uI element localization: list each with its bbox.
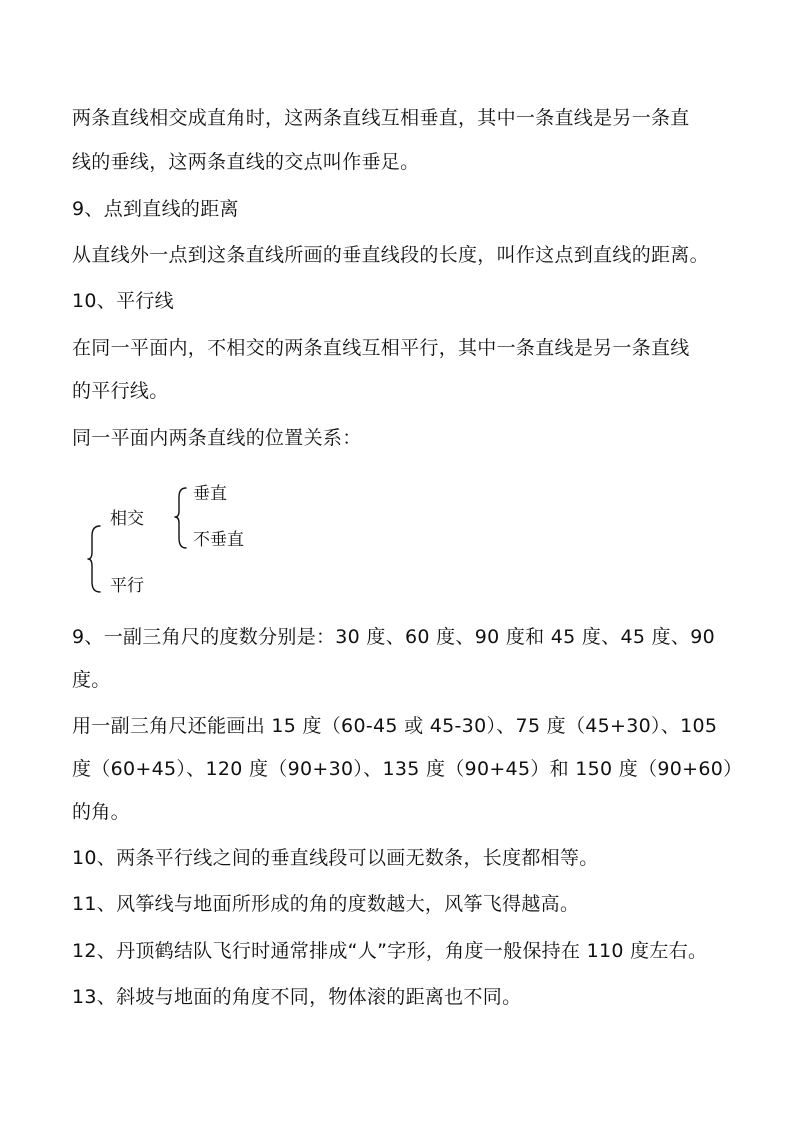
- outer-brace-icon: [88, 524, 108, 594]
- paragraph-line: 同一平面内两条直线的位置关系：: [72, 427, 362, 449]
- paragraph-line: 的平行线。: [72, 380, 169, 402]
- paragraph-line: 13、斜坡与地面的角度不同，物体滚的距离也不同。: [72, 986, 522, 1008]
- inner-brace-icon: [174, 486, 192, 550]
- paragraph-line: 11、风筝线与地面所形成的角的度数越大，风筝飞得越高。: [72, 893, 580, 915]
- paragraph-line: 用一副三角尺还能画出 15 度（60-45 或 45-30）、75 度（45+30）、105: [72, 715, 718, 737]
- perpendicular-label: 垂直: [193, 484, 227, 504]
- paragraph-line: 度（60+45）、120 度（90+30）、135 度（90+45）和 150 度（90+60）: [72, 758, 743, 780]
- paragraph-line: 线的垂线，这两条直线的交点叫作垂足。: [72, 151, 420, 173]
- paragraph-line: 9、一副三角尺的度数分别是：30 度、60 度、90 度和 45 度、45 度、90: [72, 626, 715, 648]
- parallel-label: 平行: [110, 576, 144, 596]
- paragraph-line: 从直线外一点到这条直线所画的垂直线段的长度，叫作这点到直线的距离。: [72, 244, 709, 266]
- paragraph-line: 10、两条平行线之间的垂直线段可以画无数条，长度都相等。: [72, 847, 599, 869]
- intersect-label: 相交: [110, 509, 144, 529]
- section-heading: 10、平行线: [72, 290, 174, 312]
- paragraph-line: 在同一平面内，不相交的两条直线互相平行，其中一条直线是另一条直线: [72, 337, 690, 359]
- not-perpendicular-label: 不垂直: [193, 530, 244, 550]
- paragraph-line: 度。: [72, 669, 111, 691]
- paragraph-line: 的角。: [72, 801, 130, 823]
- section-heading: 9、点到直线的距离: [72, 198, 239, 220]
- paragraph-line: 12、丹顶鹤结队飞行时通常排成“人”字形，角度一般保持在 110 度左右。: [72, 940, 708, 962]
- paragraph-line: 两条直线相交成直角时，这两条直线互相垂直，其中一条直线是另一条直: [72, 107, 690, 129]
